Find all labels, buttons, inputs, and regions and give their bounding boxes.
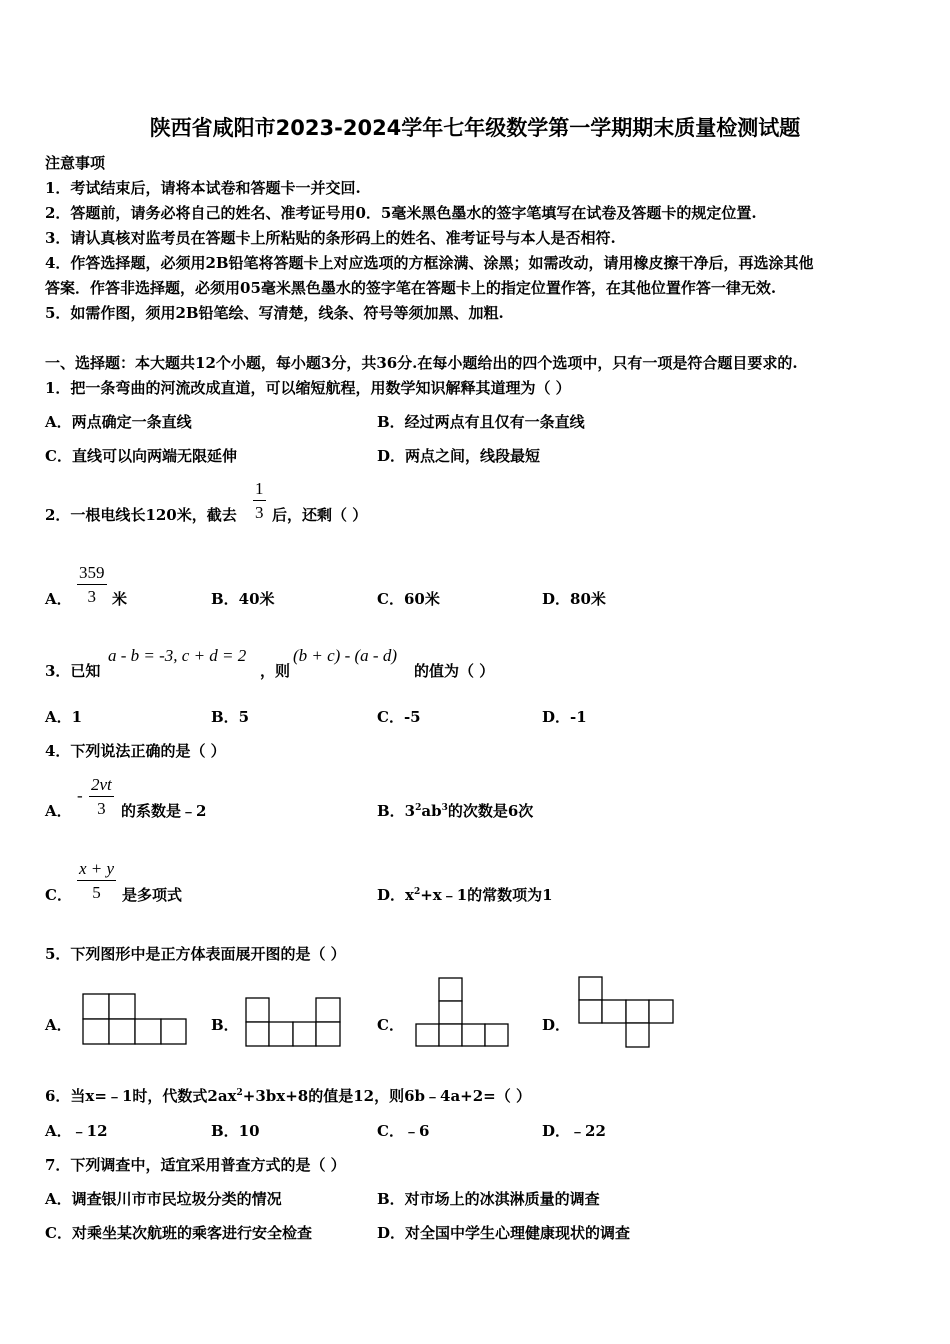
q3-expression: (b + c) - (a - d) [293, 646, 397, 665]
notice-item: 4．作答选择题，必须用2B铅笔将答题卡上对应选项的方框涂满、涂黑；如需改动，请用橡皮擦干净后，再选涂其他 [45, 254, 814, 272]
section-heading: 一、选择题：本大题共12个小题，每小题3分，共36分.在每小题给出的四个选项中，只有一项是符合题目要求的. [45, 354, 798, 372]
q1-option-b: B．经过两点有且仅有一条直线 [377, 413, 585, 431]
q6-option-c: C．﹣6 [377, 1122, 430, 1140]
q3-option-d: D．-1 [542, 708, 587, 726]
q2-option-d: D．80米 [542, 590, 606, 608]
q6-option-d: D．﹣22 [542, 1122, 606, 1140]
q6-stem [45, 1085, 531, 1106]
q3-stem-pre: 3．已知 [45, 662, 101, 680]
q4-option-d-text: +x﹣1的常数项为1 [420, 886, 553, 904]
q2-option-a-label: A． [45, 590, 72, 608]
q5-option-d-net-figure [579, 977, 675, 1049]
q2-option-a-fraction [77, 564, 107, 605]
q4-option-c-den: 5 [92, 883, 101, 902]
q7-option-d: D．对全国中学生心理健康现状的调查 [377, 1224, 631, 1242]
q4-option-a-den: 3 [97, 799, 106, 818]
q5-option-c-net-figure [416, 978, 509, 1048]
q1-stem: 1．把一条弯曲的河流改成直道，可以缩短航程，用数学知识解释其道理为（ ） [45, 379, 571, 397]
notice-item: 答案．作答非选择题，必须用05毫米黑色墨水的签字笔在答题卡上的指定位置作答，在其他位置作答一律无效. [45, 279, 777, 297]
q4-option-b-mid: ab [421, 802, 442, 820]
q7-option-c: C．对乘坐某次航班的乘客进行安全检查 [45, 1224, 312, 1242]
q2-fraction-den: 3 [255, 503, 264, 522]
notice-item: 3．请认真核对监考员在答题卡上所粘贴的条形码上的姓名、准考证号与本人是否相符. [45, 229, 616, 247]
q6-option-a: A．﹣12 [45, 1122, 108, 1140]
q5-option-a-net-figure [83, 994, 187, 1046]
q6-stem-pre: 6．当x=﹣1时，代数式2ax [45, 1087, 237, 1105]
notice-heading: 注意事项 [45, 154, 106, 172]
q4-option-a-label: A． [45, 802, 72, 820]
q2-stem-post: 后，还剩（ ） [272, 506, 368, 524]
q3-option-a: A．1 [45, 708, 83, 726]
q5-option-d-label: D． [542, 1016, 571, 1034]
notice-item: 5．如需作图，须用2B铅笔绘、写清楚，线条、符号等须加黑、加粗. [45, 304, 504, 322]
q3-stem-mid: ，则 [260, 662, 291, 680]
q4-option-a-fraction [89, 776, 114, 817]
q1-option-a: A．两点确定一条直线 [45, 413, 192, 431]
q7-option-a: A．调查银川市市民垃圾分类的情况 [45, 1190, 282, 1208]
q3-option-c: C．-5 [377, 708, 421, 726]
q5-option-b-label: B． [211, 1016, 239, 1034]
q2-option-c: C．60米 [377, 590, 440, 608]
q4-option-d [377, 884, 553, 905]
q5-stem: 5．下列图形中是正方体表面展开图的是（ ） [45, 945, 346, 963]
q4-option-b-exp1: 2 [415, 803, 422, 813]
q4-option-c-num: x + y [79, 859, 115, 878]
q2-fraction [253, 480, 266, 521]
q2-option-a-num: 359 [79, 563, 105, 582]
q4-option-a-num: 2vt [91, 775, 112, 794]
q5-option-b-net-figure [246, 998, 342, 1048]
q2-option-a-unit: 米 [112, 590, 128, 608]
q5-option-a-label: A． [45, 1016, 72, 1034]
q4-option-a-sign: - [77, 786, 83, 805]
q4-option-b [377, 800, 533, 821]
q7-option-b: B．对市场上的冰淇淋质量的调查 [377, 1190, 600, 1208]
q2-option-b: B．40米 [211, 590, 275, 608]
q4-option-b-text: 的次数是6次 [447, 802, 534, 820]
q2-option-a-den: 3 [87, 587, 96, 606]
q4-option-d-label: D．x [377, 886, 414, 904]
page-title: 陕西省咸阳市2023-2024学年七年级数学第一学期期末质量检测试题 [149, 116, 801, 140]
q2-fraction-num: 1 [255, 479, 264, 498]
q4-option-c-fraction [77, 860, 116, 901]
q6-option-b: B．10 [211, 1122, 260, 1140]
q2-stem-pre: 2．一根电线长120米，截去 [45, 506, 237, 524]
q4-option-c-text: 是多项式 [122, 886, 183, 904]
notice-item: 1．考试结束后，请将本试卷和答题卡一并交回. [45, 179, 361, 197]
q3-condition: a - b = -3, c + d = 2 [108, 646, 247, 665]
q7-stem: 7．下列调查中，适宜采用普查方式的是（ ） [45, 1156, 346, 1174]
q4-stem: 4．下列说法正确的是（ ） [45, 742, 226, 760]
q1-option-d: D．两点之间，线段最短 [377, 447, 541, 465]
q4-option-b-label: B．3 [377, 802, 416, 820]
q6-stem-exp: 2 [236, 1088, 243, 1098]
q6-stem-post: +3bx+8的值是12，则6b﹣4a+2=（ ） [242, 1087, 531, 1105]
q5-option-c-label: C． [377, 1016, 404, 1034]
q1-option-c: C．直线可以向两端无限延伸 [45, 447, 237, 465]
q3-option-b: B．5 [211, 708, 250, 726]
q4-option-b-exp2: 3 [441, 803, 448, 813]
q4-option-d-exp: 2 [413, 887, 421, 897]
q4-option-a-text: 的系数是﹣2 [121, 802, 207, 820]
q4-option-c-label: C． [45, 886, 72, 904]
notice-item: 2．答题前，请务必将自己的姓名、准考证号用0．5毫米黑色墨水的签字笔填写在试卷及答题卡的规定位置. [45, 204, 757, 222]
q3-stem-post: 的值为（ ） [414, 662, 495, 680]
